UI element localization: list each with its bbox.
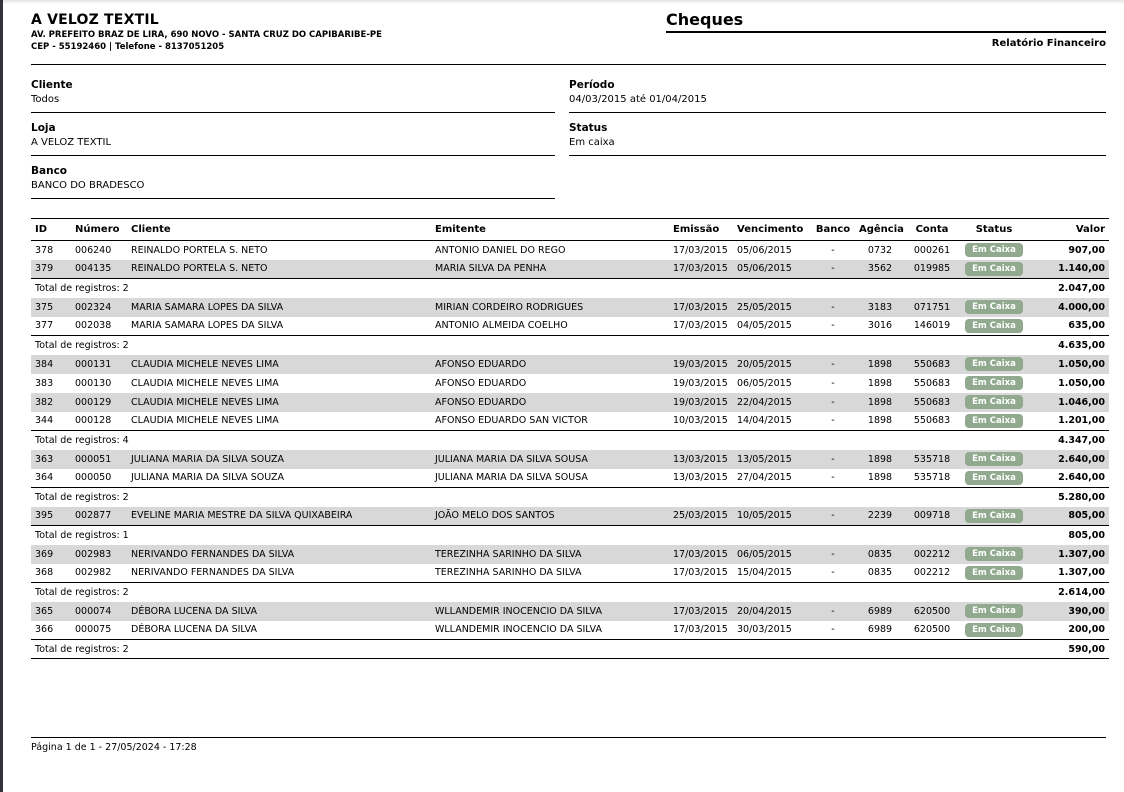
- cell-emissao: 17/03/2015: [669, 260, 733, 279]
- cell-status: [959, 507, 1029, 526]
- cell-status: [959, 241, 1029, 260]
- filter-cliente: [31, 79, 555, 113]
- cell-valor: 1.307,00: [1058, 567, 1105, 579]
- cell-agencia: 0835: [855, 545, 905, 564]
- status-badge: Em Caixa: [965, 376, 1023, 390]
- filter-banco-value: BANCO DO BRADESCO: [31, 180, 145, 191]
- cell-numero: 002877: [71, 507, 127, 526]
- cell-id: 344: [35, 415, 54, 427]
- cell-id: 375: [31, 298, 71, 317]
- cell-numero: 000129: [71, 393, 127, 412]
- cell-emissao: 17/03/2015: [673, 624, 728, 636]
- cell-status: [959, 412, 1029, 431]
- status-badge: Em Caixa: [965, 547, 1023, 561]
- table-row: [31, 602, 1109, 621]
- cell-banco: -: [811, 602, 855, 621]
- status-badge: Em Caixa: [965, 509, 1023, 523]
- cell-numero: 002324: [71, 298, 127, 317]
- cell-id: 383: [35, 377, 54, 389]
- cell-conta: 019985: [905, 260, 959, 279]
- total-value: 2.614,00: [1029, 583, 1109, 602]
- cell-valor: 1.140,00: [1029, 260, 1109, 279]
- cell-emitente: AFONSO EDUARDO: [435, 377, 527, 389]
- cell-agencia: 1898: [867, 377, 893, 389]
- cell-emissao: 10/03/2015: [673, 415, 728, 427]
- status-badge: Em Caixa: [965, 319, 1023, 333]
- cell-valor: 635,00: [1068, 320, 1105, 332]
- cell-cliente: CLAUDIA MICHELE NEVES LIMA: [127, 393, 431, 412]
- table-row: [31, 317, 1109, 336]
- cell-vencimento: 30/03/2015: [737, 624, 792, 636]
- cell-vencimento: 20/04/2015: [733, 602, 811, 621]
- cell-emitente: ANTONIO DANIEL DO REGO: [435, 244, 566, 256]
- total-value: 2.047,00: [1029, 279, 1109, 298]
- table-row: [31, 564, 1109, 583]
- col-header-vencimento: Vencimento: [733, 219, 811, 241]
- status-badge: Em Caixa: [965, 471, 1023, 485]
- cell-valor: 390,00: [1029, 602, 1109, 621]
- company-name: A VELOZ TEXTIL: [31, 12, 159, 28]
- cell-status: [959, 602, 1029, 621]
- cell-agencia: 0835: [867, 567, 893, 579]
- cell-agencia: 1898: [855, 393, 905, 412]
- cell-conta: 620500: [905, 602, 959, 621]
- table-body: [31, 241, 1109, 659]
- cell-id: 384: [31, 355, 71, 374]
- cell-valor: 1.046,00: [1029, 393, 1109, 412]
- cell-id: 382: [31, 393, 71, 412]
- col-header-numero: Número: [71, 219, 127, 241]
- cell-valor: 200,00: [1068, 624, 1105, 636]
- table-row: [31, 393, 1109, 412]
- cell-numero: 004135: [71, 260, 127, 279]
- cell-id: 363: [31, 450, 71, 469]
- status-badge: Em Caixa: [965, 300, 1023, 314]
- cell-emitente: JULIANA MARIA DA SILVA SOUSA: [431, 450, 669, 469]
- report-header: [31, 8, 1106, 52]
- filter-loja-value: A VELOZ TEXTIL: [31, 137, 112, 148]
- cell-numero: 002038: [75, 320, 112, 332]
- cell-emissao: 19/03/2015: [669, 355, 733, 374]
- group-total-row: [31, 526, 1109, 545]
- cell-banco: -: [811, 260, 855, 279]
- filter-banco-label: Banco: [31, 165, 68, 177]
- cell-agencia: 1898: [867, 472, 893, 484]
- group-total-row: [31, 336, 1109, 355]
- filter-cliente-value: Todos: [31, 94, 60, 105]
- group-total-row: [31, 279, 1109, 298]
- filter-status-value: Em caixa: [569, 137, 615, 148]
- col-header-status: Status: [959, 219, 1029, 241]
- cell-agencia: 3183: [855, 298, 905, 317]
- cell-conta: 002212: [913, 567, 951, 579]
- cell-id: 395: [31, 507, 71, 526]
- cell-id: 378: [35, 244, 54, 256]
- cell-cliente: CLAUDIA MICHELE NEVES LIMA: [131, 415, 279, 427]
- company-cep-phone: CEP - 55192460 | Telefone - 8137051205: [31, 42, 225, 52]
- status-badge: Em Caixa: [965, 623, 1023, 637]
- total-value: 5.280,00: [1029, 488, 1109, 507]
- cell-emitente: MARIA SILVA DA PENHA: [431, 260, 669, 279]
- cell-banco: -: [811, 507, 855, 526]
- filter-loja: [31, 122, 555, 156]
- cell-emitente: TEREZINHA SARINHO DA SILVA: [431, 545, 669, 564]
- group-total-row: [31, 640, 1109, 659]
- cell-banco: -: [831, 377, 835, 389]
- cell-agencia: 1898: [855, 450, 905, 469]
- total-label: Total de registros: 2: [31, 488, 1029, 507]
- cell-numero: 002982: [75, 567, 112, 579]
- cell-banco: -: [811, 393, 855, 412]
- header-rule: [31, 64, 1106, 65]
- cell-emitente: JOÃO MELO DOS SANTOS: [431, 507, 669, 526]
- cell-id: 365: [31, 602, 71, 621]
- col-header-conta: Conta: [905, 219, 959, 241]
- status-badge: Em Caixa: [965, 452, 1023, 466]
- status-badge: Em Caixa: [965, 566, 1023, 580]
- filter-spacer: [569, 165, 1106, 199]
- total-label: Total de registros: 2: [31, 279, 1029, 298]
- cell-emissao: 19/03/2015: [673, 377, 728, 389]
- table-row: [31, 374, 1109, 393]
- cell-status: [959, 355, 1029, 374]
- company-block: [31, 8, 666, 52]
- cell-emitente: JULIANA MARIA DA SILVA SOUSA: [435, 472, 588, 484]
- cell-banco: -: [831, 244, 835, 256]
- cell-banco: -: [831, 415, 835, 427]
- cell-banco: -: [831, 567, 835, 579]
- group-total-row: [31, 583, 1109, 602]
- cell-vencimento: 05/06/2015: [737, 244, 792, 256]
- cell-emissao: 25/03/2015: [669, 507, 733, 526]
- cell-emitente: ANTONIO ALMEIDA COELHO: [435, 320, 568, 332]
- cell-status: [959, 621, 1029, 640]
- cell-status: [959, 393, 1029, 412]
- cell-numero: 002983: [71, 545, 127, 564]
- cell-cliente: REINALDO PORTELA S. NETO: [127, 260, 431, 279]
- cell-cliente: DÉBORA LUCENA DA SILVA: [131, 624, 258, 636]
- cheques-table: [31, 218, 1109, 659]
- cell-vencimento: 13/05/2015: [733, 450, 811, 469]
- cell-cliente: DÉBORA LUCENA DA SILVA: [127, 602, 431, 621]
- cell-valor: 2.640,00: [1029, 450, 1109, 469]
- cell-status: [959, 317, 1029, 336]
- cell-emissao: 13/03/2015: [673, 472, 728, 484]
- table-row: [31, 412, 1109, 431]
- company-address: AV. PREFEITO BRAZ DE LIRA, 690 NOVO - SANTA CRUZ DO CAPIBARIBE-PE: [31, 30, 382, 40]
- filter-periodo-value: 04/03/2015 até 01/04/2015: [569, 94, 707, 105]
- filters: [31, 79, 1106, 208]
- report-subtitle: Relatório Financeiro: [991, 38, 1106, 49]
- cell-emissao: 17/03/2015: [673, 567, 728, 579]
- cell-conta: 002212: [905, 545, 959, 564]
- table-row: [31, 545, 1109, 564]
- col-header-emitente: Emitente: [431, 219, 669, 241]
- status-badge: Em Caixa: [965, 243, 1023, 257]
- cell-id: 369: [31, 545, 71, 564]
- cell-agencia: 2239: [855, 507, 905, 526]
- cell-numero: 000075: [75, 624, 112, 636]
- cell-vencimento: 25/05/2015: [733, 298, 811, 317]
- cell-vencimento: 10/05/2015: [733, 507, 811, 526]
- cell-emissao: 19/03/2015: [669, 393, 733, 412]
- cell-cliente: JULIANA MARIA DA SILVA SOUZA: [127, 450, 431, 469]
- cell-cliente: REINALDO PORTELA S. NETO: [131, 244, 268, 256]
- cell-conta: 550683: [905, 355, 959, 374]
- cell-valor: 1.201,00: [1058, 415, 1105, 427]
- cell-status: [959, 564, 1029, 583]
- filter-banco: [31, 165, 555, 199]
- cell-agencia: 1898: [855, 355, 905, 374]
- table-row: [31, 241, 1109, 260]
- cell-conta: 009718: [905, 507, 959, 526]
- cell-emitente: AFONSO EDUARDO: [431, 393, 669, 412]
- filter-periodo-label: Período: [569, 79, 615, 91]
- cell-conta: 000261: [913, 244, 951, 256]
- cell-status: [959, 450, 1029, 469]
- cell-valor: 907,00: [1068, 244, 1105, 256]
- cell-conta: 535718: [913, 472, 951, 484]
- cell-agencia: 6989: [855, 602, 905, 621]
- cell-vencimento: 15/04/2015: [737, 567, 792, 579]
- cell-agencia: 0732: [867, 244, 893, 256]
- status-badge: Em Caixa: [965, 604, 1023, 618]
- cell-cliente: EVELINE MARIA MESTRE DA SILVA QUIXABEIRA: [127, 507, 431, 526]
- report-title: Cheques: [666, 10, 1106, 33]
- col-header-agencia: Agência: [855, 219, 905, 241]
- status-badge: Em Caixa: [965, 357, 1023, 371]
- cell-agencia: 6989: [867, 624, 893, 636]
- table-row: [31, 469, 1109, 488]
- cell-emitente: WLLANDEMIR INOCENCIO DA SILVA: [435, 624, 602, 636]
- cell-emissao: 17/03/2015: [673, 244, 728, 256]
- cell-banco: -: [811, 450, 855, 469]
- col-header-valor: Valor: [1029, 219, 1109, 241]
- cell-conta: 550683: [913, 415, 951, 427]
- cell-conta: 550683: [905, 393, 959, 412]
- cell-status: [959, 374, 1029, 393]
- cell-id: 368: [35, 567, 54, 579]
- filter-periodo: [569, 79, 1106, 113]
- group-total-row: [31, 431, 1109, 450]
- cell-status: [959, 545, 1029, 564]
- footer-rule: [31, 737, 1106, 753]
- cell-conta: 535718: [905, 450, 959, 469]
- group-total-row: [31, 488, 1109, 507]
- table-row: [31, 621, 1109, 640]
- cell-agencia: 3016: [867, 320, 893, 332]
- cell-emissao: 17/03/2015: [673, 320, 728, 332]
- cell-valor: 1.050,00: [1058, 377, 1105, 389]
- cell-agencia: 3562: [855, 260, 905, 279]
- cell-status: [959, 298, 1029, 317]
- cell-emissao: 17/03/2015: [669, 545, 733, 564]
- cell-vencimento: 22/04/2015: [733, 393, 811, 412]
- cell-banco: -: [811, 545, 855, 564]
- cell-banco: -: [831, 472, 835, 484]
- cell-vencimento: 06/05/2015: [733, 545, 811, 564]
- table-row: [31, 298, 1109, 317]
- table-row: [31, 355, 1109, 374]
- cell-valor: 4.000,00: [1029, 298, 1109, 317]
- cell-numero: 000051: [71, 450, 127, 469]
- cell-vencimento: 27/04/2015: [737, 472, 792, 484]
- cell-numero: 000074: [71, 602, 127, 621]
- cell-emissao: 17/03/2015: [669, 602, 733, 621]
- cell-valor: 805,00: [1029, 507, 1109, 526]
- table-header-row: [31, 219, 1109, 241]
- cell-banco: -: [831, 624, 835, 636]
- cell-id: 364: [35, 472, 54, 484]
- cell-emitente: TEREZINHA SARINHO DA SILVA: [435, 567, 582, 579]
- cell-numero: 000131: [71, 355, 127, 374]
- table-row: [31, 450, 1109, 469]
- col-header-emissao: Emissão: [669, 219, 733, 241]
- cell-conta: 146019: [913, 320, 951, 332]
- cell-numero: 006240: [75, 244, 112, 256]
- status-badge: Em Caixa: [965, 262, 1023, 276]
- cell-cliente: CLAUDIA MICHELE NEVES LIMA: [131, 377, 279, 389]
- total-label: Total de registros: 2: [31, 640, 1029, 659]
- cell-id: 377: [35, 320, 54, 332]
- total-label: Total de registros: 2: [31, 583, 1029, 602]
- cell-vencimento: 14/04/2015: [737, 415, 792, 427]
- cell-cliente: JULIANA MARIA DA SILVA SOUZA: [131, 472, 285, 484]
- cell-banco: -: [811, 298, 855, 317]
- cell-valor: 1.050,00: [1029, 355, 1109, 374]
- cell-vencimento: 06/05/2015: [737, 377, 792, 389]
- cell-valor: 1.307,00: [1029, 545, 1109, 564]
- col-header-cliente: Cliente: [127, 219, 431, 241]
- cell-status: [959, 469, 1029, 488]
- cell-status: [959, 260, 1029, 279]
- footer-page-info: Página 1 de 1 - 27/05/2024 - 17:28: [31, 742, 197, 753]
- cell-numero: 000128: [75, 415, 112, 427]
- filter-status: [569, 122, 1106, 156]
- cell-numero: 000050: [75, 472, 112, 484]
- cell-cliente: NERIVANDO FERNANDES DA SILVA: [131, 567, 295, 579]
- total-label: Total de registros: 4: [31, 431, 1029, 450]
- cell-banco: -: [811, 355, 855, 374]
- filter-cliente-label: Cliente: [31, 79, 73, 91]
- status-badge: Em Caixa: [965, 395, 1023, 409]
- cell-vencimento: 20/05/2015: [733, 355, 811, 374]
- filter-loja-label: Loja: [31, 122, 56, 134]
- cell-agencia: 1898: [867, 415, 893, 427]
- cell-emitente: MIRIAN CORDEIRO RODRIGUES: [431, 298, 669, 317]
- cell-vencimento: 04/05/2015: [737, 320, 792, 332]
- cell-id: 366: [35, 624, 54, 636]
- col-header-id: ID: [31, 219, 71, 241]
- table-row: [31, 507, 1109, 526]
- cell-cliente: MARIA SAMARA LOPES DA SILVA: [131, 320, 284, 332]
- total-value: 4.635,00: [1029, 336, 1109, 355]
- total-label: Total de registros: 1: [31, 526, 1029, 545]
- title-block: [666, 8, 1106, 49]
- cell-id: 379: [31, 260, 71, 279]
- filter-status-label: Status: [569, 122, 608, 134]
- total-value: 590,00: [1029, 640, 1109, 659]
- table-row: [31, 260, 1109, 279]
- total-label: Total de registros: 2: [31, 336, 1029, 355]
- cell-emitente: AFONSO EDUARDO: [431, 355, 669, 374]
- cell-emitente: WLLANDEMIR INOCENCIO DA SILVA: [431, 602, 669, 621]
- cell-numero: 000130: [75, 377, 112, 389]
- total-value: 805,00: [1029, 526, 1109, 545]
- cell-valor: 2.640,00: [1058, 472, 1105, 484]
- cell-emissao: 17/03/2015: [669, 298, 733, 317]
- status-badge: Em Caixa: [965, 414, 1023, 428]
- cell-cliente: NERIVANDO FERNANDES DA SILVA: [127, 545, 431, 564]
- cell-conta: 550683: [913, 377, 951, 389]
- cell-emissao: 13/03/2015: [669, 450, 733, 469]
- cell-emitente: AFONSO EDUARDO SAN VICTOR: [435, 415, 588, 427]
- cell-cliente: CLAUDIA MICHELE NEVES LIMA: [127, 355, 431, 374]
- total-value: 4.347,00: [1029, 431, 1109, 450]
- cell-banco: -: [831, 320, 835, 332]
- cell-conta: 620500: [913, 624, 951, 636]
- cell-conta: 071751: [905, 298, 959, 317]
- cell-cliente: MARIA SAMARA LOPES DA SILVA: [127, 298, 431, 317]
- col-header-banco: Banco: [811, 219, 855, 241]
- cell-vencimento: 05/06/2015: [733, 260, 811, 279]
